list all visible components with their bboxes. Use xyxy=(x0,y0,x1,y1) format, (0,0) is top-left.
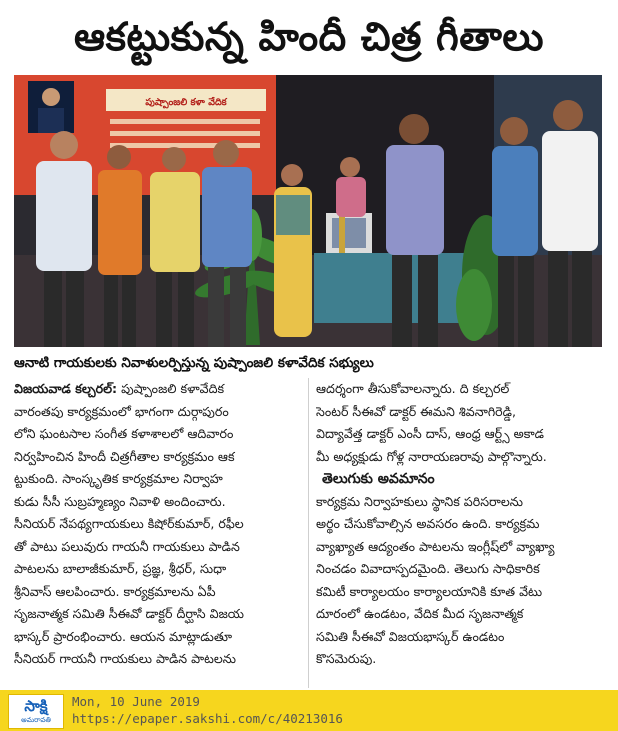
article-line: మీ అధ్యక్షుడు గోళ్ల నారాయణరావు పాల్గొన్నారు. xyxy=(316,448,547,464)
article-line: పాటలను బాలాజీకుమార్‌, ప్రజ్ఞ, శ్రీధర్‌, సుధా xyxy=(14,561,227,576)
article-column-right xyxy=(316,378,604,671)
article-line: కొసమెరుపు. xyxy=(316,651,377,666)
article-line: వ్యాఖ్యాత ఆద్యంతం పాటలను ఇంగ్లీష్‌లో వ్యాఖ్యా xyxy=(316,538,555,554)
table-cloth xyxy=(314,253,464,323)
photo-caption: ఆనాటి గాయకులకు నివాళులర్పిస్తున్న పుష్పాంజలి కళావేదిక సభ్యులు xyxy=(14,355,374,371)
logo-text: సాక్షి xyxy=(24,697,48,715)
article-line: దూరంలో ఉండటం, వేదిక మీద సృజనాత్మక xyxy=(316,606,524,621)
footer-bar xyxy=(0,690,618,731)
article-column-left xyxy=(14,378,302,671)
person-5 xyxy=(274,164,312,337)
article-subheading: తెలుగుకు అవమానం xyxy=(322,471,435,487)
event-photo xyxy=(14,75,602,347)
dateline: విజయవాడ కల్చరల్‌: xyxy=(14,381,118,396)
article-line: తో పాటు పలువురు గాయనీ గాయకులు పాడిన xyxy=(14,538,240,554)
banner-title: పుష్పాంజలి కళా వేదిక xyxy=(145,97,227,108)
article-line: లోని ఘంటసాల సంగీత కళాశాలలో ఆదివారం xyxy=(14,426,234,441)
article-line: సెంటర్‌ సీఈవో డాక్టర్‌ ఈమని శివనాగిరెడ్డి, xyxy=(316,403,516,419)
article-line: కమిటీ కార్యాలయం కార్యాలయానికి కూత వేటు xyxy=(316,583,543,599)
article-line: సమితి సీఈవో విజయభాస్కర్‌ ఉండటం xyxy=(316,628,505,644)
article-line: ఆదర్శంగా తీసుకోవాలన్నారు. ది కల్చరల్‌ xyxy=(316,381,510,396)
article-line: విద్యావేత్త డాక్టర్‌ ఎంసీ దాస్‌, ఆంధ్ర ఆర్ట్స్‌ అకాడ xyxy=(316,426,544,441)
article-line: భాస్కర్‌ ప్రారంభించారు. ఆయన మాట్లాడుతూ xyxy=(14,628,233,644)
article-line: సీనియర్‌ నేపథ్యగాయకులు కిషోర్‌కుమార్‌, రఫీల xyxy=(14,516,244,531)
article-line: ట్టుకుంది. సాంస్కృతిక కార్యక్రమాల నిర్వాహ xyxy=(14,471,223,486)
article-line: కార్యక్రమ నిర్వాహకులు స్థానిక పరిసరాలను xyxy=(316,493,523,509)
article-line: నించడం వివాదాస్పదమైంది. తెలుగు సాధికారిక xyxy=(316,561,540,576)
article-line: కుడు సీసీ సుబ్రహ్మణ్యం నివాళి అందించారు. xyxy=(14,493,226,509)
column-divider xyxy=(308,378,309,688)
logo-edition: అమరావతి xyxy=(21,716,51,724)
article-line: అర్థం చేసుకోవాల్సిన అవసరం ఉంది. కార్యక్రమ xyxy=(316,516,540,531)
sakshi-logo xyxy=(8,694,64,729)
publication-date: Mon, 10 June 2019 xyxy=(72,694,200,709)
article-line: విజయవాడ కల్చరల్‌: పుష్పాంజలి కళావేదిక xyxy=(14,381,225,396)
headline: ఆకట్టుకున్న హిందీ చిత్ర గీతాలు xyxy=(73,15,545,60)
epaper-url[interactable]: https://epaper.sakshi.com/c/40213016 xyxy=(72,711,343,726)
article-line: నిర్వహించిన హిందీ చిత్రగీతాల కార్యక్రమం ఆక xyxy=(14,448,235,464)
article-line: సృజనాత్మక సమితి సీఈవో డాక్టర్‌ దీర్ఘాసి విజయ xyxy=(14,606,244,621)
event-photo-illustration xyxy=(14,75,602,347)
article-line: వారంతపు కార్యక్రమంలో భాగంగా దుర్గాపురం xyxy=(14,403,229,419)
article-line: శ్రీనివాస్‌ ఆలపించారు. కార్యక్రమాలను ఏపీ xyxy=(14,583,216,599)
article-line: సీనియర్‌ గాయనీ గాయకులు పాడిన పాటలను xyxy=(14,651,236,666)
